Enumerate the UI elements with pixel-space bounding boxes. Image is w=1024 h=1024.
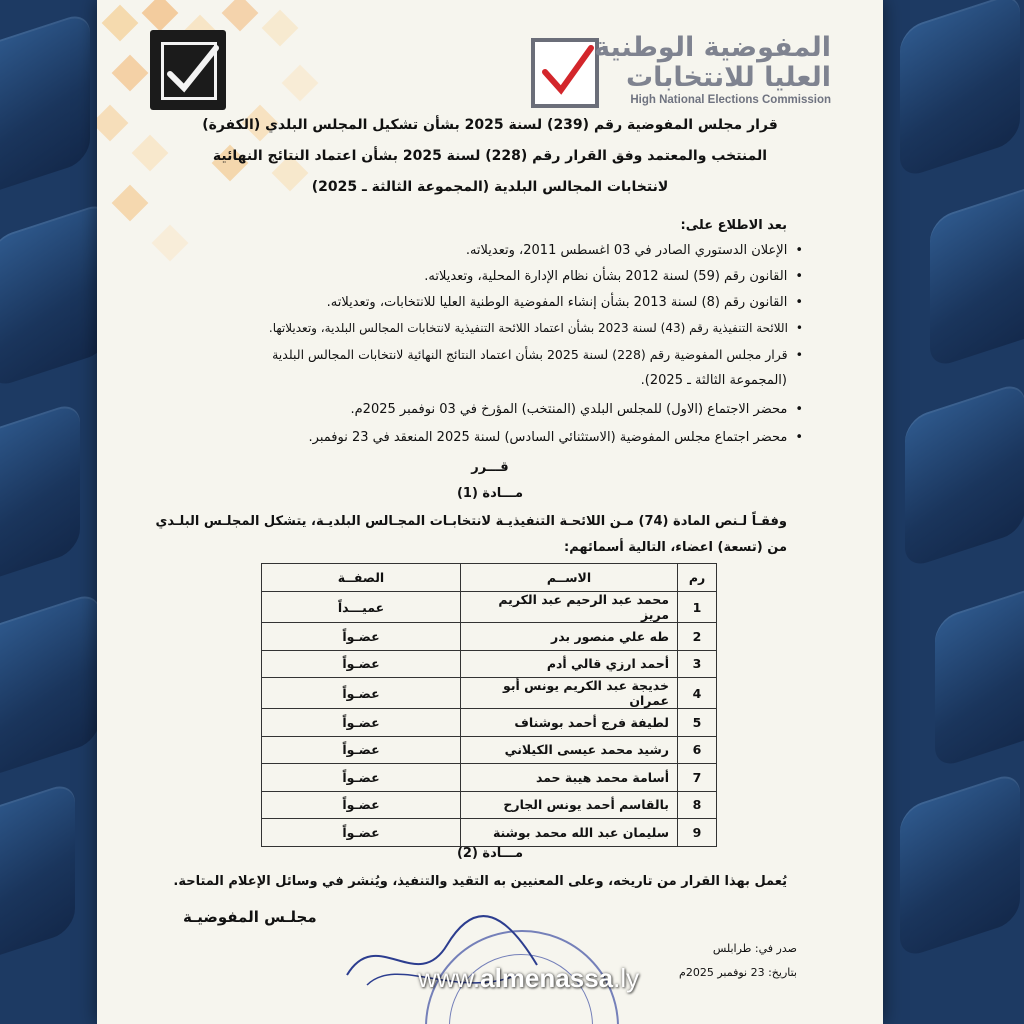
member-name: سليمان عبد الله محمد بوشنة [461,819,678,847]
article-1-text-line-2: من (تسعة) اعضاء، التالية أسمائهم: [564,540,787,555]
reference-item: •محضر الاجتماع (الاول) للمجلس البلدي (المنتخب) المؤرخ في 03 نوفمبر 2025م. [350,402,803,417]
article-1-heading: مـــادة (1) [456,486,524,501]
issued-place: صدر في: طرابلس [712,942,797,955]
reference-item: •الإعلان الدستوري الصادر في 03 اغسطس 2011، وتعديلاته. [465,243,803,258]
member-name: طه علي منصور بدر [461,623,678,651]
decision-document [97,0,883,1024]
member-name: خديجة عبد الكريم يونس أبو عمران [461,678,678,709]
table-row [262,736,717,764]
title-line-1: قرار مجلس المفوضية رقم (239) لسنة 2025 بشأن تشكيل المجلس البلدي (الكفرة) [202,117,778,133]
member-number: 5 [678,709,717,737]
header-role: الصفــة [262,564,461,592]
reference-item: •اللائحة التنفيذية رقم (43) لسنة 2023 بشأن اعتماد اللائحة التنفيذية لانتخابات المجالس البلدية، وتعديلاتها. [268,321,803,335]
member-number: 1 [678,592,717,623]
article-2-heading: مـــادة (2) [456,846,524,861]
table-row [262,650,717,678]
header-number: رم [678,564,717,592]
member-role: عضـواً [262,678,461,709]
member-name: أحمد ارزي قالي أدم [461,650,678,678]
reference-item: •القانون رقم (59) لسنة 2012 بشأن نظام الإدارة المحلية، وتعديلاته. [424,269,803,284]
signatory: مجلـس المفوضيـة [183,908,317,926]
ballot-check-icon [531,38,599,108]
reference-item: •محضر اجتماع مجلس المفوضية (الاستثنائي السادس) لسنة 2025 المنعقد في 23 نوفمبر. [308,430,803,445]
member-number: 6 [678,736,717,764]
site-watermark: www.almenassa.ly [418,963,640,993]
member-role: عضـواً [262,736,461,764]
title-line-2: المنتخب والمعتمد وفق القرار رقم (228) لسنة 2025 بشأن اعتماد النتائج النهائية [212,148,768,164]
member-number: 8 [678,791,717,819]
table-row [262,592,717,623]
preamble: بعد الاطلاع على: [680,218,787,233]
reference-continuation: (المجموعة الثالثة ـ 2025). [640,373,787,388]
checkbox-logo [150,30,226,110]
member-role: عضـواً [262,623,461,651]
decision-heading: قـــرر [471,460,509,475]
table-row [262,764,717,792]
issued-date: بتاريخ: 23 نوفمبر 2025م [679,966,797,979]
member-role: عضـواً [262,791,461,819]
member-name: محمد عبد الرحيم عبد الكريم مريز [461,592,678,623]
reference-item: •قرار مجلس المفوضية رقم (228) لسنة 2025 بشأن اعتماد النتائج النهائية لانتخابات المجالس البلدية [272,347,803,362]
member-number: 7 [678,764,717,792]
member-number: 2 [678,623,717,651]
member-name: أسامة محمد هيبة حمد [461,764,678,792]
logo-arabic-line2: العليا للانتخابات [625,62,831,93]
member-name: لطيفة فرج أحمد بوشناف [461,709,678,737]
member-number: 9 [678,819,717,847]
logo-english: High National Elections Commission [630,94,831,106]
hnec-logo [531,32,831,110]
header-name: الاســم [461,564,678,592]
members-table [261,563,717,847]
table-row [262,709,717,737]
table-header-row [262,564,717,592]
member-role: عضـواً [262,650,461,678]
table-row [262,678,717,709]
table-row [262,623,717,651]
logo-arabic-line1: المفوضية الوطنية [594,32,831,63]
member-name: بالقاسم أحمد يونس الجارح [461,791,678,819]
article-1-text-line-1: وفقـاً لـنص المادة (74) مـن اللائحـة التنفيذيـة لانتخابـات المجـالس البلديـة، يتشكل المجلـس البلـدي [155,514,787,529]
member-number: 4 [678,678,717,709]
member-role: عضـواً [262,819,461,847]
table-row [262,791,717,819]
reference-item: •القانون رقم (8) لسنة 2013 بشأن إنشاء المفوضية الوطنية العليا للانتخابات، وتعديلاته. [326,295,803,310]
title-line-3: لانتخابات المجالس البلدية (المجموعة الثالثة ـ 2025) [311,179,669,195]
table-row [262,819,717,847]
article-2-text: يُعمل بهذا القرار من تاريخه، وعلى المعنيين به التقيد والتنفيذ، ويُنشر في وسائل الإعلام المتاحة. [173,874,787,889]
member-number: 3 [678,650,717,678]
member-role: عضـواً [262,709,461,737]
member-role: عضـواً [262,764,461,792]
member-name: رشيد محمد عيسى الكيلاني [461,736,678,764]
member-role: عميـــداً [262,592,461,623]
